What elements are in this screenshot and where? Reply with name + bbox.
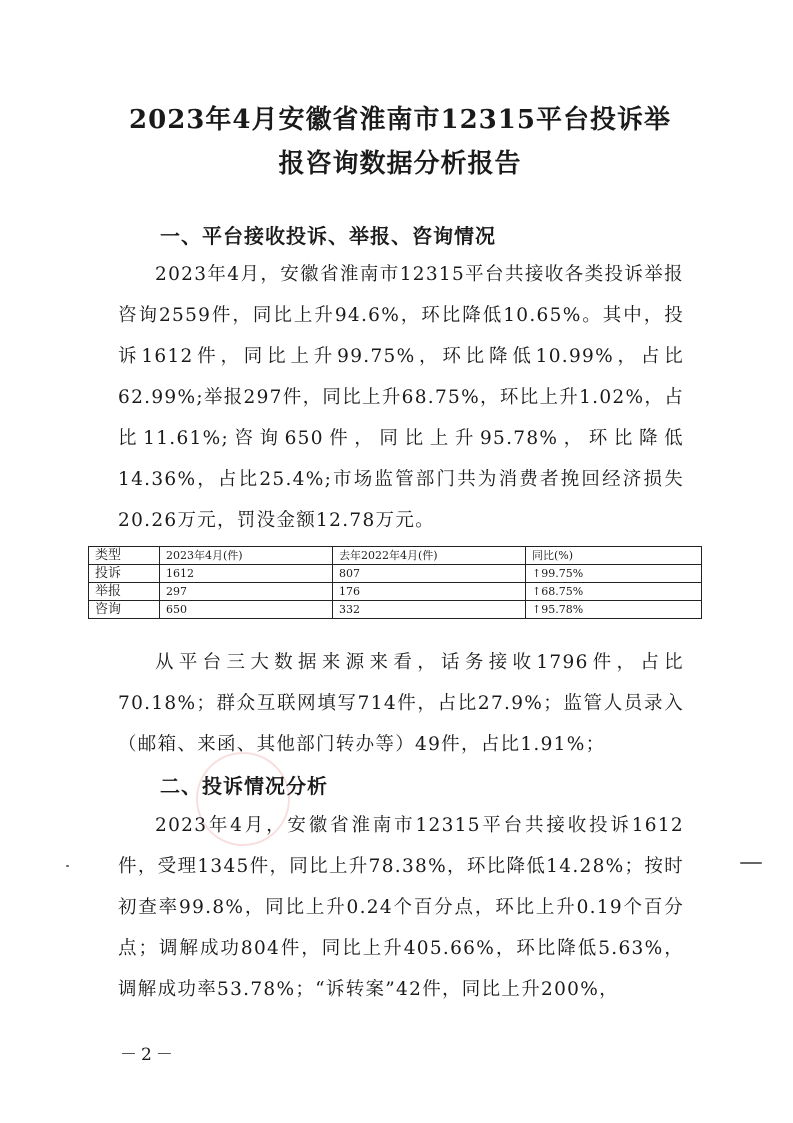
table-row [89, 583, 702, 601]
table-cell: 332 [333, 601, 526, 619]
section-2-heading: 二、投诉情况分析 [160, 774, 328, 798]
section-1-paragraph: 2023年4月，安徽省淮南市12315平台共接收各类投诉举报咨询2559件，同比上升94.6%，环比降低10.65%。其中，投诉1612件，同比上升99.75%，环比降低10.99%，占比62.99%;举报297件，同比上升68.75%，环比上升1.02%，占比11.61%;咨询650件，同比上升95.78%，环比降低14.36%，占比25.4%;市场监管部门共为消费者挽回经济损失20.26万元，罚没金额12.78万元。 [118, 264, 684, 531]
table-cell: ↑99.75% [526, 565, 702, 583]
table-row [89, 601, 702, 619]
table-cell: 297 [160, 583, 333, 601]
title-line-1: 2023年4月安徽省淮南市12315平台投诉举 [129, 105, 671, 135]
section-1-heading: 一、平台接收投诉、举报、咨询情况 [160, 224, 496, 248]
table-header-cell: 2023年4月(件) [160, 547, 333, 565]
table-header-cell: 类型 [89, 547, 160, 565]
section-2-paragraph: 2023年4月，安徽省淮南市12315平台共接收投诉1612件，受理1345件，同比上升78.38%，环比降低14.28%；按时初查率99.8%，同比上升0.24个百分点，环比上升0.19个百分点；调解成功804件，同比上升405.66%，环比降低5.63%，调解成功率53.78%；“诉转案”42件，同比上升200%， [118, 815, 684, 1000]
table-cell: 1612 [160, 565, 333, 583]
scan-speck [66, 865, 69, 867]
sources-paragraph: 从平台三大数据来源来看，话务接收1796件，占比70.18%；群众互联网填写714件，占比27.9%；监管人员录入（邮箱、来函、其他部门转办等）49件，占比1.91%； [118, 652, 684, 755]
table-row [89, 565, 702, 583]
table-header-row [89, 547, 702, 565]
table-header-cell: 同比(%) [526, 547, 702, 565]
document-title [100, 98, 700, 186]
table-cell: ↑68.75% [526, 583, 702, 601]
table-cell: 举报 [89, 583, 160, 601]
page-number: －2－ [120, 1045, 177, 1065]
table-cell: 咨询 [89, 601, 160, 619]
table-cell: 176 [333, 583, 526, 601]
scan-speck [740, 862, 762, 864]
statistics-table [88, 546, 702, 619]
title-line-2: 报咨询数据分析报告 [278, 149, 522, 179]
table-cell: 650 [160, 601, 333, 619]
table-cell: 807 [333, 565, 526, 583]
table-header-cell: 去年2022年4月(件) [333, 547, 526, 565]
table-cell: ↑95.78% [526, 601, 702, 619]
table-cell: 投诉 [89, 565, 160, 583]
